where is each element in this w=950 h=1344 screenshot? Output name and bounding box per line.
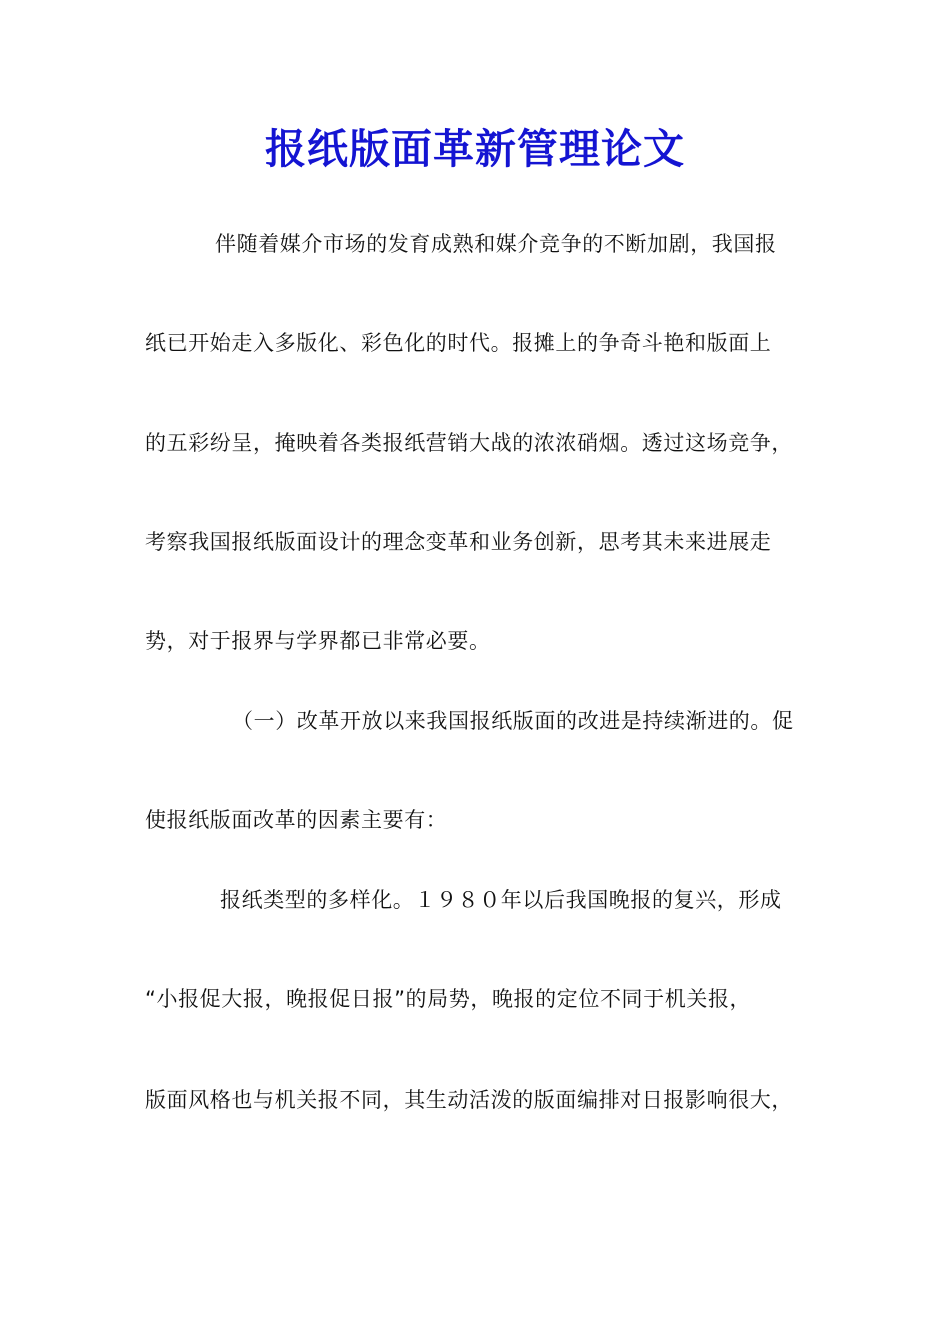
document-title: 报纸版面革新管理论文 <box>265 125 685 173</box>
paragraph-line: 报纸类型的多样化。１９８０年以后我国晚报的复兴，形成 <box>220 888 782 912</box>
paragraph-line: （一）改革开放以来我国报纸版面的改进是持续渐进的。促 <box>232 709 794 733</box>
paragraph-line: 版面风格也与机关报不同，其生动活泼的版面编排对日报影响很大， <box>145 1088 793 1112</box>
paragraph-line: 考察我国报纸版面设计的理念变革和业务创新，思考其未来进展走 <box>145 530 772 554</box>
paragraph-line: 的五彩纷呈，掩映着各类报纸营销大战的浓浓硝烟。透过这场竞争， <box>145 431 793 455</box>
paragraph-line: 伴随着媒介市场的发育成熟和媒介竞争的不断加剧，我国报 <box>215 232 777 256</box>
paragraph-line: 纸已开始走入多版化、彩色化的时代。报摊上的争奇斗艳和版面上 <box>145 331 772 355</box>
paragraph-line: 势，对于报界与学界都已非常必要。 <box>145 629 491 653</box>
paragraph-line: 使报纸版面改革的因素主要有： <box>145 808 448 832</box>
paragraph-line: “小报促大报，晚报促日报”的局势，晚报的定位不同于机关报， <box>145 987 752 1011</box>
